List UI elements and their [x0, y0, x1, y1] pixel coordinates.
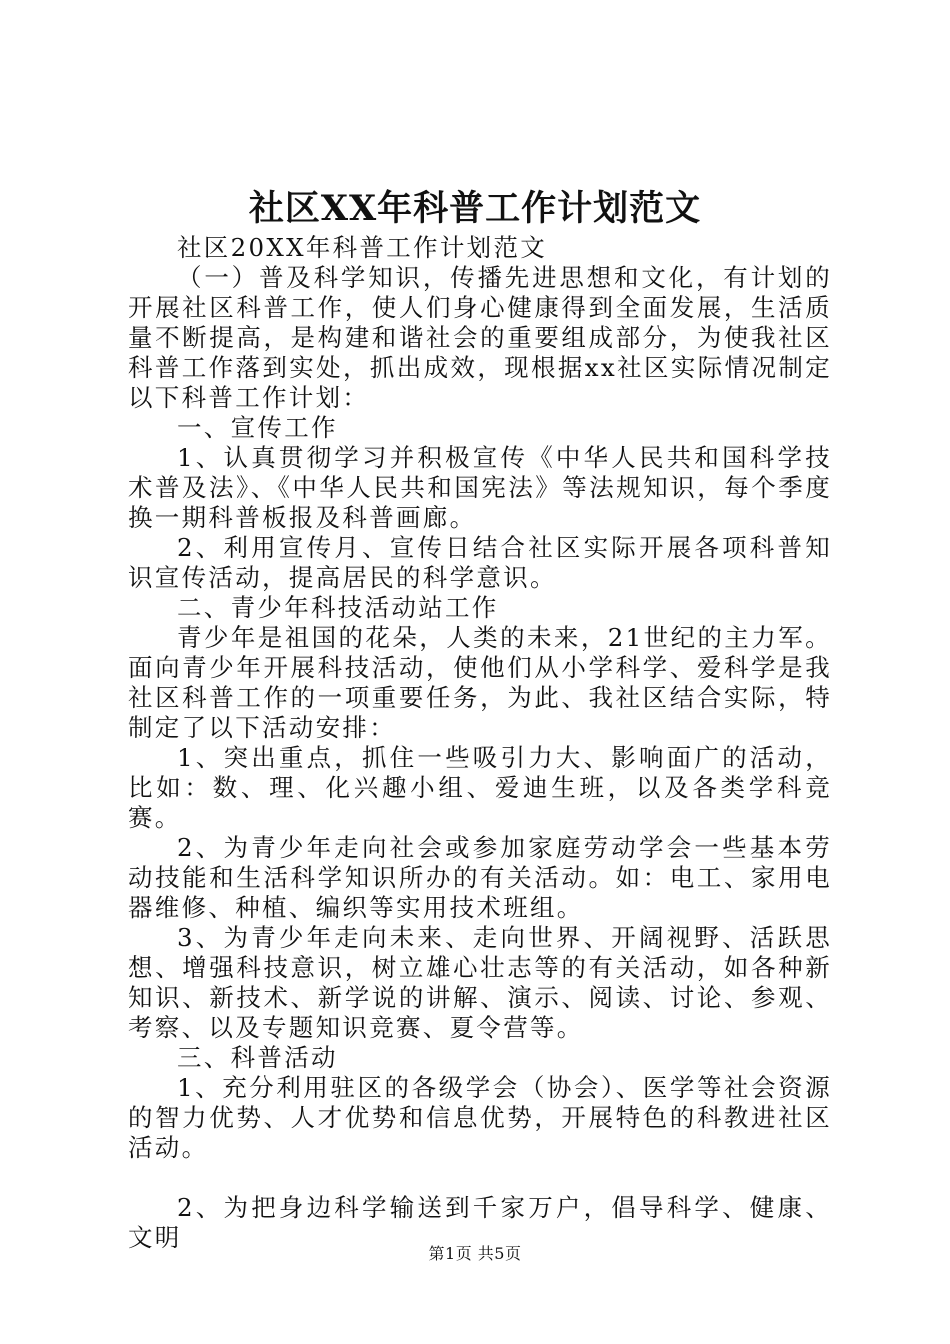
body-paragraph: 1、突出重点，抓住一些吸引力大、影响面广的活动，比如：数、理、化兴趣小组、爱迪生班，以及各类学科竞赛。 [128, 743, 832, 832]
body-paragraph-intro: （一）普及科学知识，传播先进思想和文化，有计划的开展社区科普工作，使人们身心健康得到全面发展，生活质量不断提高，是构建和谐社会的重要组成部分，为使我社区科普工作落到实处，抓出成效，现根据xx社区实际情况制定以下科普工作计划： [128, 263, 832, 412]
body-paragraph: 1、认真贯彻学习并积极宣传《中华人民共和国科学技术普及法》、《中华人民共和国宪法》等法规知识，每个季度换一期科普板报及科普画廊。 [128, 443, 832, 532]
document-title: 社区XX年科普工作计划范文 [248, 188, 702, 229]
body-paragraph: 3、为青少年走向未来、走向世界、开阔视野、活跃思想、增强科技意识，树立雄心壮志等的有关活动，如各种新知识、新技术、新学说的讲解、演示、阅读、讨论、参观、考察、以及专题知识竞赛、夏令营等。 [128, 923, 832, 1042]
body-paragraph: 2、为青少年走向社会或参加家庭劳动学会一些基本劳动技能和生活科学知识所办的有关活动。如：电工、家用电器维修、种植、编织等实用技术班组。 [128, 833, 832, 922]
page-footer: 第1页 共5页 [428, 1244, 522, 1263]
body-paragraph: 2、为把身边科学输送到千家万户，倡导科学、健康、文明 [128, 1193, 832, 1252]
body-paragraph: 青少年是祖国的花朵，人类的未来，21世纪的主力军。面向青少年开展科技活动，使他们从小学科学、爱科学是我社区科普工作的一项重要任务，为此、我社区结合实际，特制定了以下活动安排： [128, 623, 832, 742]
body-subtitle: 社区20XX年科普工作计划范文 [177, 233, 548, 262]
body-paragraph: 2、利用宣传月、宣传日结合社区实际开展各项科普知识宣传活动，提高居民的科学意识。 [128, 533, 832, 592]
section-heading-publicity: 一、宣传工作 [177, 413, 338, 442]
document-body [128, 233, 832, 1253]
body-paragraph: 1、充分利用驻区的各级学会（协会）、医学等社会资源的智力优势、人才优势和信息优势，开展特色的科教进社区活动。 [128, 1073, 832, 1162]
section-heading-science-activities: 三、科普活动 [177, 1043, 338, 1072]
section-heading-youth-station: 二、青少年科技活动站工作 [177, 593, 499, 622]
